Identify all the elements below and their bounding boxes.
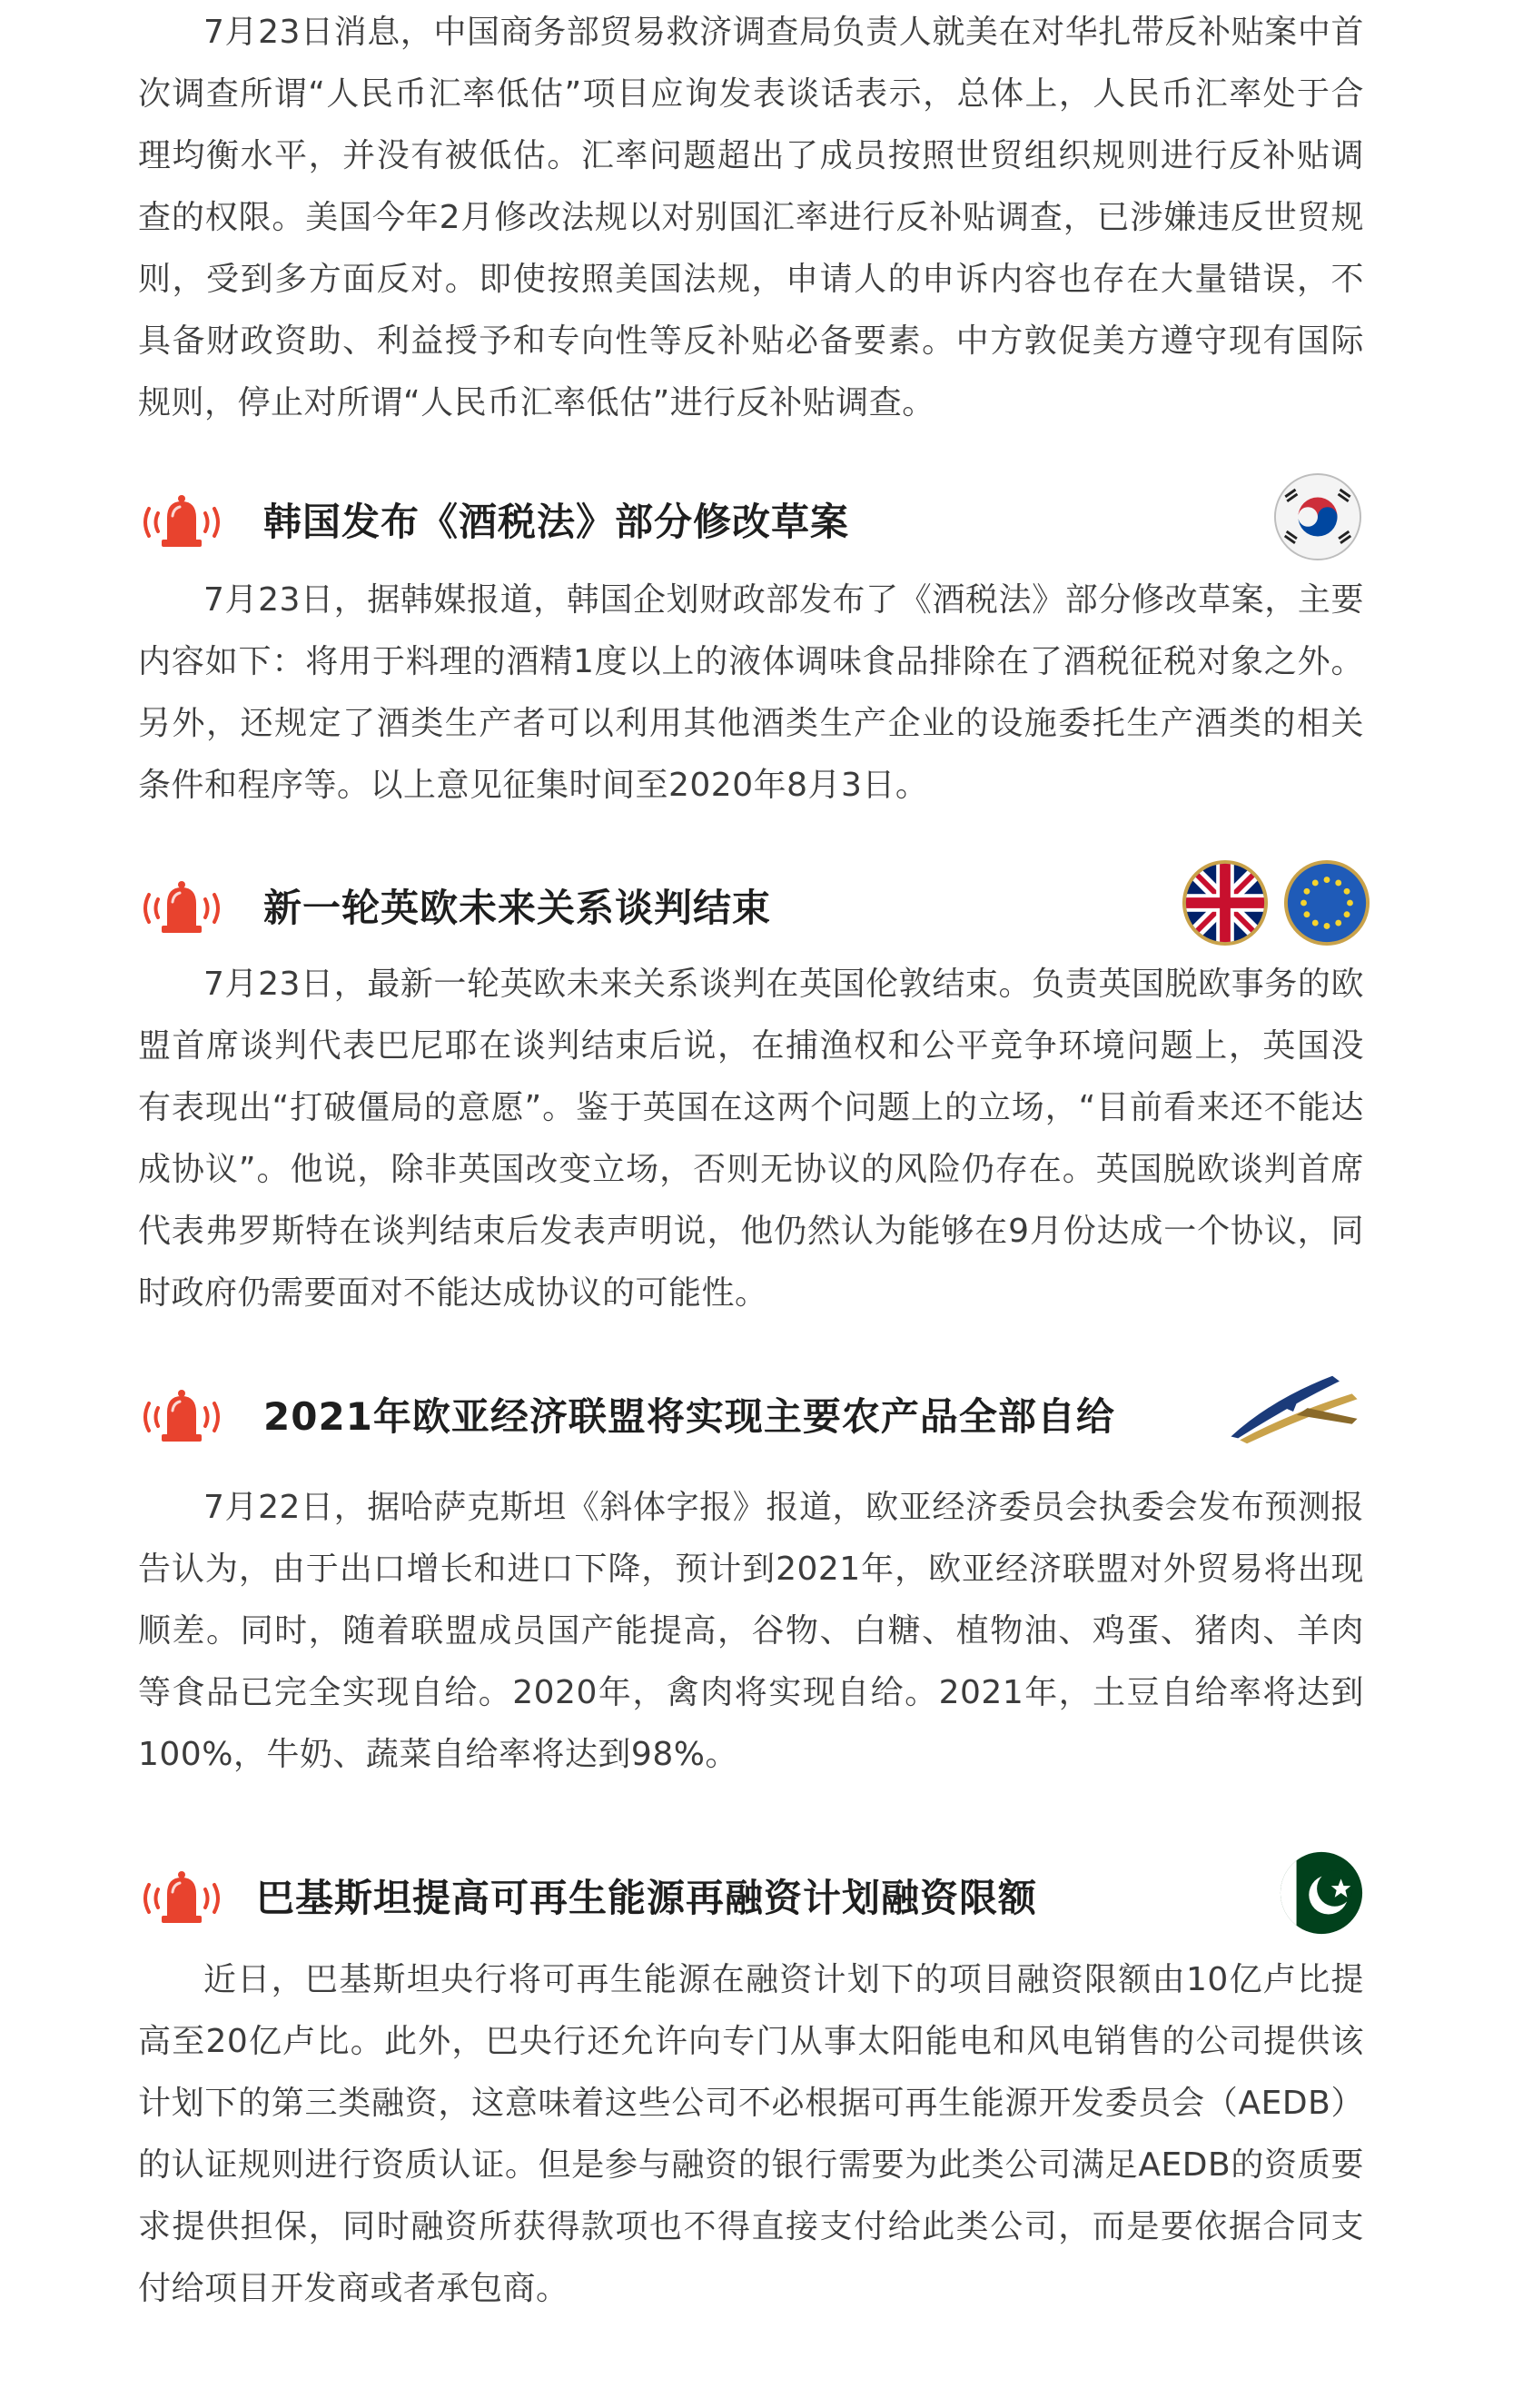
uk-flag-icon <box>1181 858 1270 947</box>
section-body: 7月22日，据哈萨克斯坦《斜体字报》报道，欧亚经济委员会执委会发布预测报告认为，由于出口增长和进口下降，预计到2021年，欧亚经济联盟对外贸易将出现顺差。同时，随着联盟成员国产能提高，谷物、白糖、植物油、鸡蛋、猪肉、羊肉等食品已完全实现自给。2020年，禽肉将实现自给。2021年，土豆自给率将达到100%，牛奶、蔬菜自给率将达到98%。 <box>138 1489 1364 1773</box>
section-body: 7月23日，据韩媒报道，韩国企划财政部发布了《酒税法》部分修改草案，主要内容如下：将用于料理的酒精1度以上的液体调味食品排除在了酒税征税对象之外。另外，还规定了酒类生产者可以利用其他酒类生产企业的设施委托生产酒类的相关条件和程序等。以上意见征集时间至2020年8月3日。 <box>138 581 1364 804</box>
alarm-bell-icon <box>136 489 227 556</box>
section-heading-korea <box>136 472 1371 572</box>
intro-paragraph: 7月23日消息，中国商务部贸易救济调查局负责人就美在对华扎带反补贴案中首次调查所谓“人民币汇率低估”项目应询发表谈话表示，总体上，人民币汇率处于合理均衡水平，并没有被低估。汇率问题超出了成员按照世贸组织规则进行反补贴调查的权限。美国今年2月修改法规以对别国汇率进行反补贴调查，已涉嫌违反世贸规则，受到多方面反对。即使按照美国法规，申请人的申诉内容也存在大量错误，不具备财政资助、利益授予和专向性等反补贴必备要素。中方敦促美方遵守现有国际规则，停止对所谓“人民币汇率低估”进行反补贴调查。 <box>138 14 1364 421</box>
south-korea-flag-icon <box>1273 472 1362 561</box>
alarm-bell-icon <box>136 1865 227 1932</box>
section-title: 新一轮英欧未来关系谈判结束 <box>263 886 772 930</box>
eaeu-logo-icon <box>1226 1367 1362 1456</box>
section-body: 7月23日，最新一轮英欧未来关系谈判在英国伦敦结束。负责英国脱欧事务的欧盟首席谈判代表巴尼耶在谈判结束后说，在捕渔权和公平竞争环境问题上，英国没有表现出“打破僵局的意愿”。鉴于英国在这两个问题上的立场，“目前看来还不能达成协议”。他说，除非英国改变立场，否则无协议的风险仍存在。英国脱欧谈判首席代表弗罗斯特在谈判结束后发表声明说，他仍然认为能够在9月份达成一个协议，同时政府仍需要面对不能达成协议的可能性。 <box>138 966 1364 1312</box>
section-body: 近日，巴基斯坦央行将可再生能源在融资计划下的项目融资限额由10亿卢比提高至20亿卢比。此外，巴央行还允许向专门从事太阳能电和风电销售的公司提供该计划下的第三类融资，这意味着这些公司不必根据可再生能源开发委员会（AEDB）的认证规则进行资质认证。但是参与融资的银行需要为此类公司满足AEDB的资质要求提供担保，同时融资所获得款项也不得直接支付给此类公司，而是要依据合同支付给项目开发商或者承包商。 <box>138 1961 1364 2307</box>
alarm-bell-icon <box>136 875 227 942</box>
section-heading-pakistan <box>136 1848 1371 1948</box>
section-title: 2021年欧亚经济联盟将实现主要农产品全部自给 <box>263 1394 1115 1439</box>
section-heading-eaeu <box>136 1367 1371 1467</box>
eu-flag-icon <box>1282 858 1371 947</box>
section-heading-uk-eu <box>136 858 1371 958</box>
section-title: 韩国发布《酒税法》部分修改草案 <box>263 500 850 544</box>
alarm-bell-icon <box>136 1383 227 1451</box>
pakistan-flag-icon <box>1277 1848 1366 1937</box>
section-title: 巴基斯坦提高可再生能源再融资计划融资限额 <box>256 1876 1038 1920</box>
